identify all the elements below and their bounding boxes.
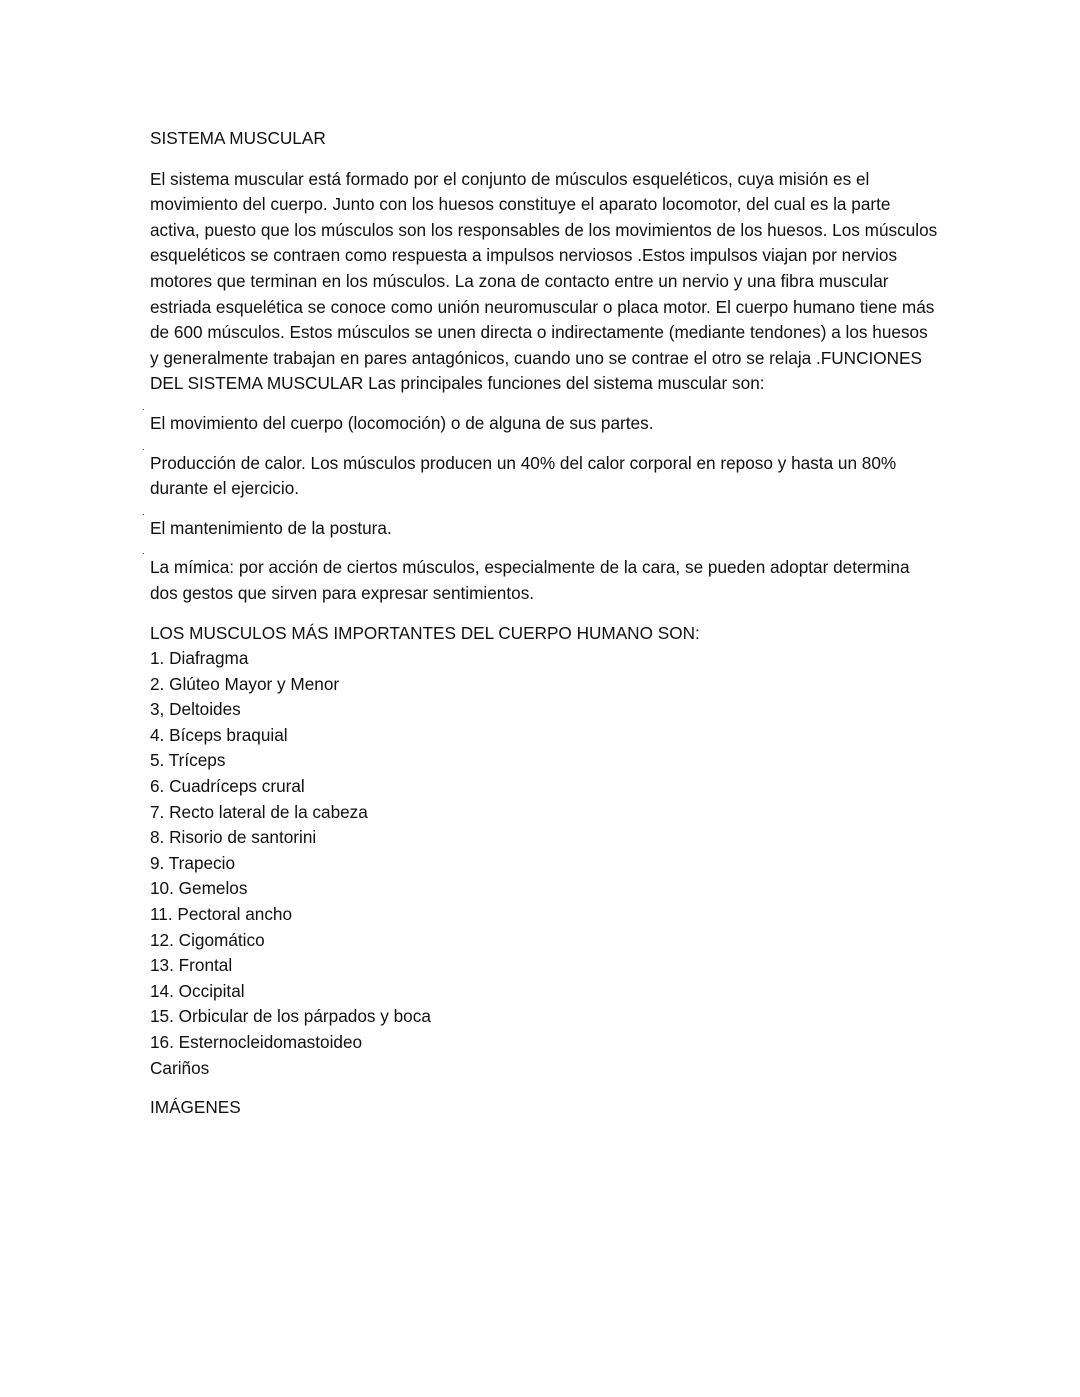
list-item: 2. Glúteo Mayor y Menor <box>150 673 340 694</box>
list-item: 9. Trapecio <box>150 852 236 873</box>
bullet-dot-icon: ˙ <box>142 447 146 460</box>
bullet-dot-icon: ˙ <box>142 552 146 565</box>
functions-list <box>142 407 940 607</box>
list-item: 12. Cigomático <box>150 929 265 950</box>
function-text: Producción de calor. Los músculos producen un 40% del calor corporal en reposo y hasta un 80% durante el ejercicio. <box>150 452 897 499</box>
list-item: 7. Recto lateral de la cabeza <box>150 801 368 822</box>
function-item <box>142 447 940 502</box>
list-item: 4. Bíceps braquial <box>150 724 288 745</box>
list-item: 3, Deltoides <box>150 699 241 720</box>
document-body <box>142 126 940 1121</box>
document-title: SISTEMA MUSCULAR <box>150 128 326 148</box>
list-item: 16. Esternocleidomastoideo <box>150 1032 363 1052</box>
intro-paragraph: El sistema muscular está formado por el conjunto de músculos esqueléticos, cuya misión es el movimiento del cuerpo. Junto con los huesos constituye el aparato locomotor, del cual es la parte activa, puesto que los músculos son los responsables de los movimientos de los huesos. Los músculos esqueléticos se contraen como respuesta a impulsos nerviosos .Estos impulsos viajan por nervios motores que terminan en los músculos. La zona de contacto entre un nervio y una fibra muscular estriada esquelética se conoce como unión neuromuscular o placa motor. El cuerpo humano tiene más de 600 músculos. Estos músculos se unen directa o indirectamente (mediante tendones) a los huesos y generalmente trabajan en pares antagónicos, cuando uno se contrae el otro se relaja .FUNCIONES DEL SISTEMA MUSCULAR Las principales funciones del sistema muscular son: <box>150 168 938 394</box>
list-item: 8. Risorio de santorini <box>150 827 317 848</box>
function-text: La mímica: por acción de ciertos músculos, especialmente de la cara, se pueden adoptar determina dos gestos que sirven para expresar sentimientos. <box>150 557 910 603</box>
list-item: 6. Cuadríceps crural <box>150 776 305 797</box>
list-item: 10. Gemelos <box>150 878 248 899</box>
muscles-list <box>150 646 940 1056</box>
function-text: El movimiento del cuerpo (locomoción) o de alguna de sus partes. <box>150 412 654 433</box>
function-item <box>142 512 940 542</box>
muscles-heading: LOS MUSCULOS MÁS IMPORTANTES DEL CUERPO HUMANO SON: <box>150 622 700 643</box>
list-item: 15. Orbicular de los párpados y boca <box>150 1006 431 1027</box>
list-item: 5. Tríceps <box>150 750 226 771</box>
list-item: 13. Frontal <box>150 955 233 976</box>
function-item <box>142 407 940 437</box>
images-heading: IMÁGENES <box>150 1097 241 1118</box>
bullet-dot-icon: ˙ <box>142 407 146 420</box>
list-item: 11. Pectoral ancho <box>150 904 293 925</box>
function-item <box>142 552 940 606</box>
closing-text: Cariños <box>150 1057 210 1078</box>
function-text: El mantenimiento de la postura. <box>150 517 392 538</box>
list-item: 14. Occipital <box>150 980 245 1001</box>
bullet-dot-icon: ˙ <box>142 512 146 525</box>
list-item: 1. Diafragma <box>150 648 249 669</box>
